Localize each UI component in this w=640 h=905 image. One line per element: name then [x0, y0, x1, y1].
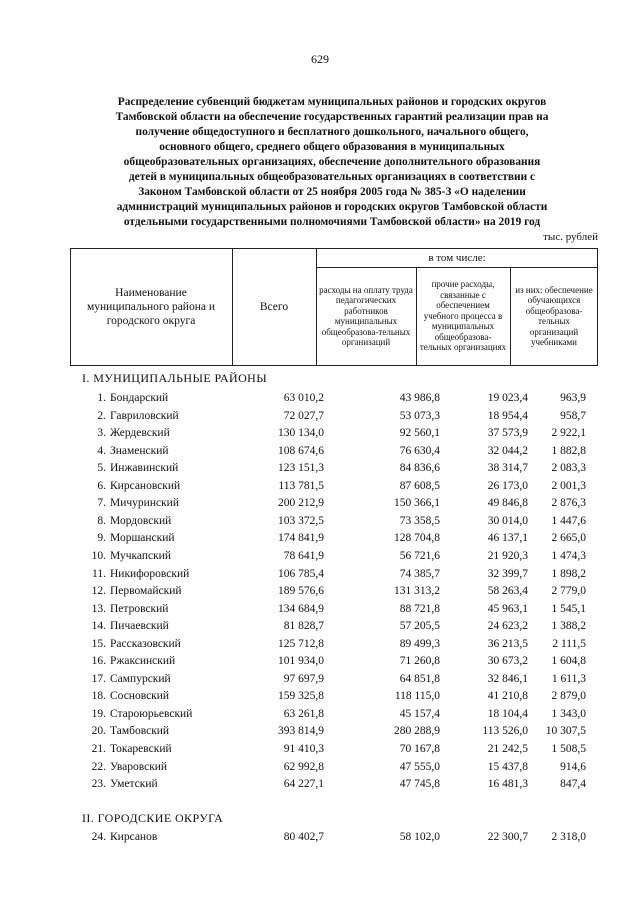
table-row [0, 603, 640, 620]
table-row [0, 655, 640, 672]
row-number: 4. [97, 444, 106, 457]
table-row [0, 690, 640, 707]
other-expenses-value: 16 481,3 [487, 778, 528, 791]
district-name: Знаменский [110, 444, 169, 457]
row-number: 11. [92, 567, 106, 580]
total-value: 81 828,7 [283, 620, 324, 633]
header-including: в том числе: [428, 252, 486, 264]
table-row [0, 585, 640, 602]
district-name: Никифоровский [110, 567, 190, 580]
table-row [0, 638, 640, 655]
page-number: 629 [311, 52, 329, 66]
row-number: 2. [97, 409, 106, 422]
salary-value: 47 745,8 [399, 778, 440, 791]
district-name: Уметский [110, 778, 158, 791]
total-value: 62 992,8 [283, 760, 324, 773]
total-value: 123 151,3 [278, 462, 324, 475]
district-name: Мичуринский [110, 497, 179, 510]
other-expenses-value: 21 242,5 [487, 743, 528, 755]
row-number: 5. [97, 462, 106, 475]
salary-value: 74 385,7 [399, 567, 440, 580]
row-number: 16. [91, 655, 106, 668]
other-expenses-value: 38 314,7 [487, 462, 528, 475]
textbooks-value: 2 779,0 [551, 585, 586, 598]
district-name: Тамбовский [110, 725, 170, 738]
district-name: Инжавинский [110, 462, 179, 475]
other-expenses-value: 21 920,3 [487, 549, 528, 562]
textbooks-value: 1 343,0 [551, 707, 586, 720]
table-row [0, 532, 640, 549]
other-expenses-value: 32 846,1 [487, 672, 528, 685]
textbooks-value: 1 898,2 [551, 567, 586, 580]
other-expenses-value: 58 263,4 [487, 585, 528, 598]
other-expenses-value: 18 954,4 [487, 409, 528, 422]
textbooks-value: 2 083,3 [551, 462, 586, 475]
row-number: 17. [91, 672, 106, 685]
salary-value: 76 630,4 [399, 444, 440, 457]
table-row [0, 497, 640, 514]
salary-value: 92 560,1 [399, 427, 440, 440]
other-expenses-value: 32 044,2 [487, 444, 528, 457]
table-row [0, 568, 640, 585]
textbooks-value: 847,4 [560, 778, 586, 791]
total-value: 80 402,7 [283, 831, 324, 843]
textbooks-value: 1 604,8 [551, 655, 586, 668]
total-value: 78 641,9 [283, 549, 324, 562]
total-value: 113 781,5 [278, 479, 324, 492]
district-name: Бондарский [110, 392, 169, 404]
row-number: 12. [91, 585, 106, 598]
row-number: 21. [91, 743, 106, 755]
district-name: Токаревский [110, 743, 172, 755]
title-line: общеобразовательных организациях, обеспечение дополнительного образования [123, 156, 541, 168]
header-col-salary: расходы на оплату труда педагогических работников муниципальных общеобразова-тельных организаций [319, 284, 413, 347]
row-number: 15. [91, 637, 106, 650]
section-heading-districts: I. МУНИЦИПАЛЬНЫЕ РАЙОНЫ [82, 371, 268, 385]
table-row [0, 515, 640, 532]
district-name: Ржаксинский [110, 655, 176, 668]
table-row [0, 410, 640, 427]
textbooks-value: 10 307,5 [545, 725, 586, 738]
document-title [82, 95, 582, 230]
title-line: Законом Тамбовской области от 25 ноября 2005 года № 385-З «О наделении [138, 186, 526, 198]
total-value: 63 010,2 [283, 392, 324, 404]
table-row [0, 761, 640, 778]
district-name: Мучкапский [110, 549, 171, 562]
row-number: 1. [97, 392, 106, 404]
textbooks-value: 1 447,6 [551, 514, 586, 527]
total-value: 106 785,4 [278, 567, 324, 580]
salary-value: 118 115,0 [394, 690, 440, 703]
table-row [0, 725, 640, 742]
header-total: Всего [259, 301, 289, 313]
district-name: Моршанский [110, 532, 175, 545]
table-row [0, 778, 640, 795]
salary-value: 73 358,5 [399, 514, 440, 527]
row-number: 14. [91, 620, 106, 633]
total-value: 91 410,3 [283, 743, 324, 755]
salary-value: 128 704,8 [394, 532, 440, 545]
header-name: Наименование муниципального района и городского округа [87, 287, 215, 327]
textbooks-value: 1 388,2 [551, 620, 586, 633]
row-number: 24. [91, 831, 106, 843]
other-expenses-value: 30 673,2 [487, 655, 528, 668]
textbooks-value: 2 879,0 [551, 690, 586, 703]
table-row [0, 427, 640, 444]
row-number: 22. [91, 760, 106, 773]
row-number: 6. [97, 479, 106, 492]
row-number: 19. [91, 707, 106, 720]
textbooks-value: 958,7 [560, 409, 586, 422]
total-value: 125 712,8 [278, 637, 324, 650]
district-name: Рассказовский [110, 637, 181, 650]
total-value: 97 697,9 [283, 672, 324, 685]
district-name: Уваровский [110, 760, 168, 773]
other-expenses-value: 24 623,2 [487, 620, 528, 633]
other-expenses-value: 37 573,9 [487, 427, 528, 440]
district-name: Петровский [110, 602, 169, 615]
row-number: 23. [91, 778, 106, 791]
unit-label: тыс. рублей [543, 231, 598, 243]
other-expenses-value: 19 023,4 [487, 392, 528, 404]
table-row [0, 550, 640, 567]
other-expenses-value: 113 526,0 [482, 725, 528, 738]
table-row [0, 480, 640, 497]
textbooks-value: 1 882,8 [551, 444, 586, 457]
row-number: 3. [97, 427, 106, 440]
textbooks-value: 2 876,3 [551, 497, 586, 510]
table-row [0, 743, 640, 760]
table-row [0, 462, 640, 479]
table-row [0, 392, 640, 409]
salary-value: 43 986,8 [399, 392, 440, 404]
table-row [0, 445, 640, 462]
textbooks-value: 914,6 [560, 760, 586, 773]
other-expenses-value: 45 963,1 [487, 602, 528, 615]
title-line: отдельными государственными полномочиями Тамбовской области» на 2019 год [123, 216, 541, 228]
salary-value: 57 205,5 [399, 620, 440, 633]
textbooks-value: 1 611,3 [551, 672, 586, 685]
title-line: основного общего, среднего общего образования в муниципальных [159, 141, 505, 153]
total-value: 63 261,8 [283, 707, 324, 720]
salary-value: 89 499,3 [399, 637, 440, 650]
header-divider [510, 267, 511, 365]
total-value: 393 814,9 [278, 725, 324, 738]
total-value: 103 372,5 [278, 514, 324, 527]
salary-value: 45 157,4 [399, 707, 440, 720]
header-divider [316, 267, 598, 268]
salary-value: 70 167,8 [399, 743, 440, 755]
row-number: 7. [97, 497, 106, 510]
table-row [0, 620, 640, 637]
other-expenses-value: 49 846,8 [487, 497, 528, 510]
district-name: Первомайский [110, 585, 182, 598]
textbooks-value: 963,9 [560, 392, 586, 404]
salary-value: 56 721,6 [399, 549, 440, 562]
title-line: администраций муниципальных районов и городских округов Тамбовской области [116, 201, 548, 213]
district-name: Сосновский [110, 690, 170, 703]
total-value: 130 134,0 [278, 427, 324, 440]
total-value: 134 684,9 [278, 602, 324, 615]
salary-value: 53 073,3 [399, 409, 440, 422]
district-name: Кирсанов [110, 831, 158, 843]
textbooks-value: 2 665,0 [551, 532, 586, 545]
salary-value: 150 366,1 [394, 497, 440, 510]
salary-value: 280 288,9 [394, 725, 440, 738]
other-expenses-value: 41 210,8 [487, 690, 528, 703]
header-col-textbooks: из них: обеспечение обучающихся общеобразова-тельных организаций учебниками [515, 284, 593, 347]
row-number: 18. [91, 690, 106, 703]
title-line: детей в муниципальных общеобразовательных организациях в соответствии с [128, 171, 536, 183]
title-line: Распределение субвенций бюджетам муниципальных районов и городских округов [117, 96, 547, 108]
salary-value: 88 721,8 [399, 602, 440, 615]
textbooks-value: 2 111,5 [552, 637, 586, 650]
salary-value: 47 555,0 [399, 760, 440, 773]
total-value: 200 212,9 [278, 497, 324, 510]
other-expenses-value: 15 437,8 [487, 760, 528, 773]
textbooks-value: 2 001,3 [551, 479, 586, 492]
total-value: 174 841,9 [278, 532, 324, 545]
salary-value: 84 836,6 [399, 462, 440, 475]
header-divider [70, 249, 71, 365]
total-value: 108 674,6 [278, 444, 324, 457]
other-expenses-value: 18 104,4 [487, 707, 528, 720]
textbooks-value: 2 922,1 [551, 427, 586, 440]
salary-value: 71 260,8 [399, 655, 440, 668]
title-line: получение общедоступного и бесплатного дошкольного, начального общего, [135, 126, 529, 138]
table-header [70, 248, 598, 366]
district-name: Сампурский [110, 672, 171, 685]
salary-value: 58 102,0 [399, 831, 440, 843]
row-number: 13. [91, 602, 106, 615]
district-name: Жердевский [110, 427, 170, 440]
row-number: 20. [91, 725, 106, 738]
row-number: 8. [97, 514, 106, 527]
total-value: 72 027,7 [283, 409, 324, 422]
table-row [0, 708, 640, 725]
other-expenses-value: 22 300,7 [487, 831, 528, 843]
textbooks-value: 2 318,0 [551, 831, 586, 843]
district-name: Староюрьевский [110, 707, 193, 720]
district-name: Гавриловский [110, 409, 179, 422]
header-col-other-expenses: прочие расходы, связанные с обеспечением учебного процесса в муниципальных общеобразова-тельных организациях [419, 279, 507, 353]
table-row [0, 673, 640, 690]
other-expenses-value: 36 213,5 [487, 637, 528, 650]
district-name: Пичаевский [110, 620, 169, 633]
salary-value: 131 313,2 [394, 585, 440, 598]
total-value: 101 934,0 [278, 655, 324, 668]
salary-value: 64 851,8 [399, 672, 440, 685]
district-name: Мордовский [110, 514, 172, 527]
total-value: 159 325,8 [278, 690, 324, 703]
header-divider [232, 249, 233, 365]
title-line: Тамбовской области на обеспечение государственных гарантий реализации прав на [115, 111, 549, 123]
other-expenses-value: 46 137,1 [487, 532, 528, 545]
textbooks-value: 1 545,1 [551, 602, 586, 615]
other-expenses-value: 32 399,7 [487, 567, 528, 580]
textbooks-value: 1 474,3 [551, 549, 586, 562]
total-value: 64 227,1 [283, 778, 324, 791]
other-expenses-value: 30 014,0 [487, 514, 528, 527]
salary-value: 87 608,5 [399, 479, 440, 492]
row-number: 10. [91, 549, 106, 562]
section-heading-city-districts: II. ГОРОДСКИЕ ОКРУГА [82, 811, 224, 825]
row-number: 9. [97, 532, 106, 545]
textbooks-value: 1 508,5 [551, 743, 586, 755]
other-expenses-value: 26 173,0 [487, 479, 528, 492]
district-name: Кирсановский [110, 479, 181, 492]
total-value: 189 576,6 [278, 585, 324, 598]
table-row [0, 831, 640, 848]
header-divider [416, 267, 417, 365]
